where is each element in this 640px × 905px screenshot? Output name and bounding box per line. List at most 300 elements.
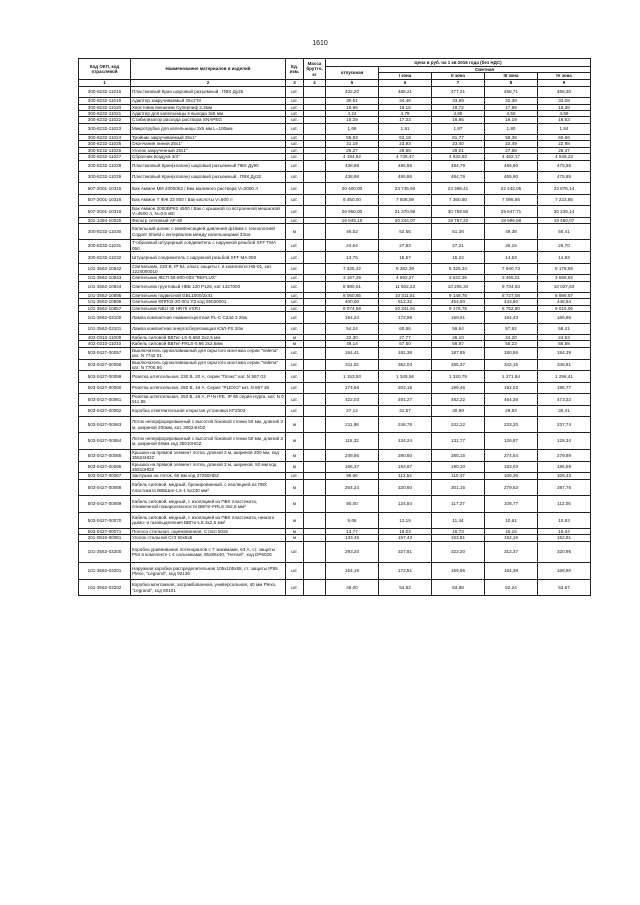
row-price-otpusk: 46,52 [326,224,379,240]
row-code: 503-0427-00061 [79,393,131,405]
row-name: Адаптер закручиваемый 25x1"М [131,98,286,104]
header-zone-4: IV зона [538,73,591,79]
row-price-zone-3: 465,90 [485,171,538,182]
row-price-otpusk: 24,64 [326,240,379,252]
row-name: Лоток неперфорированный с высотой боковой стенки 50 мм, длиной 3 м, шириной 50мм код 35010HDZ [131,433,286,449]
row-price-zone-4: 129,34 [538,433,591,449]
row-price-zone-2: 51,38 [432,224,485,240]
table-row [79,479,591,495]
row-price-zone-2: 187,85 [432,347,485,359]
row-unit: шт. [286,183,304,194]
row-price-zone-3: 29,83 [485,405,538,416]
row-price-zone-2: 33,69 [432,98,485,104]
row-price-zone-3: 9 734,63 [485,281,538,292]
row-price-zone-4: 152,91 [538,535,591,541]
row-price-zone-3: 458,71 [485,86,538,97]
row-price-zone-3: 164,38 [485,563,538,579]
row-price-zone-4: 14,93 [538,252,591,263]
table-row [79,312,591,323]
row-price-zone-1: 203,19 [379,382,432,393]
row-price-otpusk: 4,24 [326,110,379,116]
row-price-otpusk: 26,27 [326,147,379,153]
row-price-otpusk: 3 167,29 [326,275,379,281]
row-code: 101-3562-10857 [79,305,131,311]
row-code: 503-0427-00058 [79,359,131,371]
row-price-zone-3: 312,37 [485,541,538,563]
row-unit: шт. [286,579,304,595]
table-row [79,240,591,252]
row-price-zone-4: 3 558,92 [538,275,591,281]
row-price-zone-1: 193,67 [379,461,432,473]
row-mass [304,312,326,323]
row-price-zone-1: 495,86 [379,171,432,182]
row-name: Коробка уравнивания потенциалов с 7 зажимами, 63 А, ст. защиты P54 в комплекте с 4 сальниками, 85х85х40, "Hensel", код DP6026 [131,541,286,563]
row-price-zone-1: 57,50 [379,341,432,347]
row-price-zone-4: 8 989,57 [538,293,591,299]
header-zone-2: II зона [432,73,485,79]
row-name: Выключатель одноклавишный для скрытого монтажа серии "Valena" кат. N 7706 56 [131,359,286,371]
row-price-zone-4: 50,41 [538,224,591,240]
row-price-zone-4: 195,77 [538,382,591,393]
row-price-otpusk: 26 950,00 [326,205,379,217]
row-mass [304,433,326,449]
row-unit: шт. [286,147,304,153]
row-unit: шт. [286,194,304,205]
row-price-zone-4: 22,98 [538,141,591,147]
row-price-otpusk: 16,95 [326,104,379,110]
row-unit: шт. [286,171,304,182]
col-index: 9 [538,79,591,86]
row-name: Фильтр сетковый AF-40 [131,217,286,223]
row-unit: шт. [286,281,304,292]
row-name: Крышка на прямой элемент лотка, длиной 3 м, шириной 200 мм, код 35524HDZ [131,449,286,461]
row-unit: шт. [286,117,304,123]
row-code: 300-8232-11030 [79,224,131,240]
row-name: Выключатель одноклавишный для скрытого монтажа серии "Valena" кат. N 7742 01 [131,347,286,359]
row-name: Пластиковый Кран шаровый разъемный . ПВХ Ду25 [131,86,286,97]
row-name: Окончание линии 25x1" [131,141,286,147]
row-name: Адаптер для капельницы 4 выхода 3x5 мм [131,110,286,116]
table-row [79,86,591,97]
row-name: Заглушка на лоток, 50 мм код 37250HDZ [131,473,286,479]
row-price-zone-2: 285,15 [432,449,485,461]
row-price-otpusk: 133,45 [326,535,379,541]
row-price-zone-1: 246,76 [379,417,432,433]
row-name: Лоток неперфорированный с высотой боковой стенки 50 мм, длиной 3 м, шириной 200мм, кат. 35024HDZ [131,417,286,433]
table-row [79,281,591,292]
row-code: 503-0427-00070 [79,512,131,528]
row-price-otpusk: 211,98 [326,417,379,433]
row-price-zone-3: 233,20 [485,417,538,433]
row-price-zone-3: 1 271,64 [485,371,538,382]
row-price-zone-1: 23,93 [379,141,432,147]
table-body [79,86,591,595]
row-unit: шт. [286,123,304,134]
row-name: Розетки штепсельная, 250 В, 16 А, P+N+PE, IP 66 серия Hypra, кат. N 0 511 55 [132,393,284,405]
row-price-zone-4: 53,67 [538,579,591,595]
row-price-zone-1: 31 370,99 [379,205,432,217]
row-mass [304,224,326,240]
col-index: 7 [432,79,485,86]
row-unit: шт. [286,347,304,359]
row-code: 101-3562-10896 [79,299,131,305]
row-unit: м [286,341,304,347]
row-price-zone-3: 126,87 [485,433,538,449]
row-name: Т-образный штуцерный соединитель с наружной резьбой XFF TMA 050 [131,240,286,252]
row-price-zone-4: 108,43 [538,473,591,479]
row-price-zone-1: 172,51 [379,563,432,579]
row-unit: шт. [286,275,304,281]
row-code: 507-2001-10315 [79,183,131,194]
row-price-otpusk: 311,02 [326,359,379,371]
row-name: Уголок стальной Ст3 50х5х5 [131,535,286,541]
row-price-zone-3: 49,38 [485,224,538,240]
row-unit: шт. [286,563,304,579]
row-mass [304,405,326,416]
table-row [79,496,591,512]
table-row [79,393,591,405]
row-name: Бак Аммон Т ФЖ 23 500 / Бак кислоты V=500 л [131,194,286,205]
row-code: 300-8232-11023 [79,123,131,134]
row-name: Розетка штепсельная, 250 В, 16 А. Серия "PLEXO" кат. N 867 25 [131,382,286,393]
row-unit: м [286,496,304,512]
row-name: Светильник ФПП03-20-001 УЗ код 05030001 [131,299,286,305]
row-price-zone-4: 10,93 [538,512,591,528]
row-price-zone-3: 52,24 [485,579,538,595]
row-price-zone-1: 191,38 [379,347,432,359]
row-code: 101-3562-10895 [79,293,131,299]
row-price-zone-2: 4 632,63 [432,154,485,160]
row-code: 300-8232-11019 [79,98,131,104]
row-price-zone-2: 117,27 [432,496,485,512]
row-price-zone-3: 22,49 [485,141,538,147]
row-price-zone-2: 9 176,75 [432,305,485,311]
row-mass [304,479,326,495]
row-price-otpusk: 293,20 [326,541,379,563]
row-mass [304,123,326,134]
row-price-otpusk: 15,25 [326,117,379,123]
row-code: 503-0427-00059 [79,371,131,382]
row-unit: шт. [286,240,304,252]
page-number: 1610 [312,40,328,47]
row-price-zone-3: 18 996,58 [485,217,538,223]
row-price-zone-2: 18,72 [432,104,485,110]
row-name: Штуцерный соединитель с наружной резьбой XFF MA 050 [131,252,286,263]
table-row [79,263,591,275]
row-price-zone-1: 327,81 [379,541,432,563]
row-price-zone-3: 29 647,71 [485,205,538,217]
price-table [78,58,591,596]
row-price-zone-3: 1,80 [485,123,538,134]
col-index: 2 [131,79,286,86]
table-row [79,563,591,579]
row-mass [304,171,326,182]
table-row [79,194,591,205]
col-index: 8 [485,79,538,86]
header-price-group: Цена в руб. на 1 кв 2016 года (без НДС) [326,59,591,67]
row-price-zone-1: 134,24 [379,433,432,449]
row-unit: м [286,512,304,528]
row-price-zone-3: 14,63 [485,252,538,263]
header-mass: Масса брутто, кг [304,59,326,80]
row-code: 101-3562-03201 [79,563,131,579]
row-mass [304,512,326,528]
row-unit: шт. [286,154,304,160]
row-mass [304,183,326,194]
row-code: 402-0310-11009 [79,334,131,340]
row-name: Розетка штепсельная, 230 В, 20 А, серии "Плэкс" кат. N 597 03 [131,371,286,382]
row-code: 503-0427-00068 [79,479,131,495]
table-row [79,359,591,371]
row-price-otpusk: 96,66 [326,473,379,479]
row-code: 300-8232-11026 [79,147,131,153]
row-price-zone-3: 15,15 [485,529,538,535]
table-row [79,171,591,182]
table-row [79,417,591,433]
row-name: Бак Аммон МИ 20000К2 / Бак малиного раствора V=2000 л [131,183,286,194]
row-price-zone-2: 110,47 [432,473,485,479]
row-price-zone-2: 169,61 [432,312,485,323]
row-price-zone-3: 55,23 [485,341,538,347]
row-price-zone-3: 27,88 [485,147,538,153]
row-price-zone-2: 3 622,35 [432,275,485,281]
row-mass [304,194,326,205]
row-code: 300-8232-11028 [79,160,131,171]
row-code: 300-8232-11021 [79,110,131,116]
row-price-otpusk: 30,51 [326,98,379,104]
row-price-otpusk: 8 050,85 [326,293,379,299]
row-price-zone-4: 475,85 [538,171,591,182]
row-mass [304,240,326,252]
row-code: 300-8232-11020 [79,104,131,110]
row-price-zone-3: 3 455,01 [485,275,538,281]
row-mass [304,382,326,393]
row-price-zone-1: 16,03 [379,529,432,535]
header-otpusk: отпускная [326,67,379,80]
row-price-zone-3: 10,61 [485,512,538,528]
row-price-zone-2: 19 767,22 [432,217,485,223]
row-price-otpusk: 90,00 [326,496,379,512]
row-mass [304,417,326,433]
row-price-zone-4: 19 450,07 [538,217,591,223]
row-price-zone-3: 183,03 [485,461,538,473]
row-name: Коробка ответвительная открытая установка KF2003 [131,405,286,416]
row-unit: м [286,535,304,541]
col-index: 6 [379,79,432,86]
row-price-zone-3: 106,36 [485,473,538,479]
row-price-zone-3: 16,19 [485,117,538,123]
row-price-zone-1: 7 508,09 [379,194,432,205]
row-price-otpusk: 48,00 [326,579,379,595]
row-price-zone-1: 23 745,50 [379,183,432,194]
row-price-zone-1: 8 382,39 [379,263,432,275]
row-price-zone-3: 464,28 [485,393,538,405]
row-price-zone-2: 199,45 [432,382,485,393]
row-price-zone-2: 15,22 [432,252,485,263]
row-price-zone-2: 59,64 [432,323,485,334]
row-price-zone-2: 61,77 [432,135,485,141]
row-price-zone-1: 512,32 [379,299,432,305]
row-mass [304,579,326,595]
header-unit: Ед. изм. [286,59,304,80]
table-row [79,512,591,528]
row-price-zone-2: 301,15 [432,479,485,495]
row-price-zone-4: 18,38 [538,104,591,110]
row-code: 503-0427-00071 [79,529,131,535]
row-price-zone-2: 1 320,79 [432,371,485,382]
row-name: Кабель силовой, медный, с изоляцией из ПВХ пластиката, пониженной пожароопасности ВВГнг-FRLS 3х2,5 мм² [131,496,286,512]
row-price-zone-3: 17,99 [485,104,538,110]
row-code: 503-0427-00060 [79,382,131,393]
row-price-zone-1: 31,57 [379,405,432,416]
row-unit: м [286,479,304,495]
row-price-zone-3: 7 940,73 [485,263,538,275]
row-price-otpusk: 13,77 [326,529,379,535]
row-price-zone-3: 152,16 [485,535,538,541]
row-price-zone-3: 4,50 [485,110,538,116]
row-price-zone-2: 30,99 [432,405,485,416]
row-price-zone-2: 131,77 [432,433,485,449]
row-unit: шт. [286,305,304,311]
row-name: Лампа компактная энергосберегающая КЭЛ-FS 20w [131,323,286,334]
row-price-zone-4: 446,64 [538,299,591,305]
row-mass [304,252,326,263]
row-code: 101-3562-10844 [79,281,131,292]
row-price-zone-1: 362,04 [379,359,432,371]
row-code: 300-8232-11029 [79,171,131,182]
row-price-zone-1: 4,79 [379,110,432,116]
row-price-zone-1: 34,46 [379,98,432,104]
table-row [79,405,591,416]
row-price-zone-3: 24,20 [485,334,538,340]
row-price-zone-3: 342,15 [485,359,538,371]
row-price-zone-2: 11,44 [432,512,485,528]
row-price-zone-4: 30 226,14 [538,205,591,217]
row-price-zone-3: 108,77 [485,496,538,512]
row-name: Кабель силовой ВВГнг-LS-0,660 2х2,5 мм [131,334,286,340]
row-name: Пластиковый Кран(клапан) шаровый разъемный . ПВХ Ду32 [131,171,286,182]
table-row [79,382,591,393]
row-unit: шт. [286,86,304,97]
header-zone-3: III зона [485,73,538,79]
row-code: 300-8232-11016 [79,86,131,97]
row-price-zone-1: 4 738,47 [379,154,432,160]
row-price-zone-1: 172,98 [379,312,432,323]
row-price-zone-3: 7 095,65 [485,194,538,205]
row-price-otpusk: 13,76 [326,252,379,263]
header-smetnaya: Сметная [379,67,591,73]
table-row [79,205,591,217]
row-price-zone-4: 320,95 [538,541,591,563]
row-code: 201-0815-00061 [79,535,131,541]
row-price-zone-4: 1 296,41 [538,371,591,382]
row-price-otpusk: 8 074,58 [326,305,379,311]
row-price-zone-2: 53,88 [432,579,485,595]
row-price-otpusk: 432,20 [326,86,379,97]
row-price-zone-1: 157,43 [379,535,432,541]
row-price-zone-4: 4 548,23 [538,154,591,160]
header-code: Код ОКП, код отраслевой [79,59,131,80]
row-name: Кабель силовой ВВГнг-FRLS-0,66 2х2,5мм [131,341,286,347]
row-unit: шт. [286,205,304,217]
row-price-zone-4: 1,84 [538,123,591,134]
row-mass [304,359,326,371]
row-price-zone-3: 26,15 [485,240,538,252]
row-code: 503-0427-00067 [79,473,131,479]
row-code: 507-2001-10316 [79,205,131,217]
row-code: 507-2001-10316 [79,194,131,205]
col-index: 5 [326,79,379,86]
row-unit: м [286,433,304,449]
row-price-zone-4: 28,47 [538,147,591,153]
row-price-zone-4: 168,90 [538,563,591,579]
row-unit: шт. [286,312,304,323]
row-price-zone-2: 8 325,34 [432,263,485,275]
row-price-otpusk: 438,98 [326,171,379,182]
row-price-otpusk: 27,12 [326,405,379,416]
row-price-zone-4: 10 027,63 [538,281,591,292]
row-name: Наружная коробка распределительная 105х105х55, ст. защиты IP55 Plexo, "Legrand", код 92136 [131,563,286,579]
row-mass [304,496,326,512]
row-price-zone-4: 458,30 [538,86,591,97]
row-code: 301-1494-10020 [79,217,131,223]
row-price-zone-4: 166,95 [538,312,591,323]
row-price-zone-1: 10 311,51 [379,293,432,299]
row-price-zone-2: 16,85 [432,117,485,123]
row-price-zone-3: 59,36 [485,135,538,141]
row-price-otpusk: 174,56 [326,382,379,393]
row-price-zone-4: 475,85 [538,160,591,171]
row-name: Пластиковый Кран(клапан) шаровый разъемный ПВХ Ду90 [131,160,286,171]
row-price-otpusk: 400,00 [326,299,379,305]
row-unit: шт. [286,217,304,223]
row-unit: шт. [286,323,304,334]
row-price-zone-2: 322,20 [432,541,485,563]
row-price-zone-1: 17,23 [379,117,432,123]
row-unit: м [286,449,304,461]
row-price-zone-4: 237,74 [538,417,591,433]
row-price-otpusk: 1 153,93 [326,371,379,382]
row-price-zone-3: 8 727,08 [485,293,538,299]
row-code: 503-0427-00069 [79,496,131,512]
row-name: Капельный шланг с компенсацией давления ф16мм с технологией Copper Shield с интервалом между капельницами 33см [131,224,286,240]
row-code: 503-0427-00064 [79,433,131,449]
row-unit: шт. [286,104,304,110]
row-code: 503-0427-00063 [79,417,131,433]
row-price-otpusk: 16 949,15 [326,217,379,223]
row-price-zone-2: 29,01 [432,147,485,153]
row-price-zone-1: 19,15 [379,104,432,110]
row-unit: шт. [286,263,304,275]
row-price-zone-1: 290,50 [379,449,432,461]
row-price-zone-4: 26,70 [538,240,591,252]
row-price-zone-1: 27,77 [379,334,432,340]
row-price-zone-4: 184,39 [538,347,591,359]
row-price-zone-3: 192,03 [485,382,538,393]
row-price-zone-4: 15,44 [538,529,591,535]
row-price-zone-4: 33,08 [538,98,591,104]
row-unit: м [286,224,304,240]
row-price-zone-1: 52,55 [379,224,432,240]
row-mass [304,347,326,359]
row-price-zone-4: 22 876,14 [538,183,591,194]
row-price-zone-2: 30 759,50 [432,205,485,217]
row-name: Светильник грунтовый НВБ 120 Р128, кат 1427000 [131,281,286,292]
table-row [79,347,591,359]
row-price-zone-2: 23,40 [432,141,485,147]
row-price-zone-4: 348,81 [538,359,591,371]
row-price-zone-4: 24,53 [538,334,591,340]
